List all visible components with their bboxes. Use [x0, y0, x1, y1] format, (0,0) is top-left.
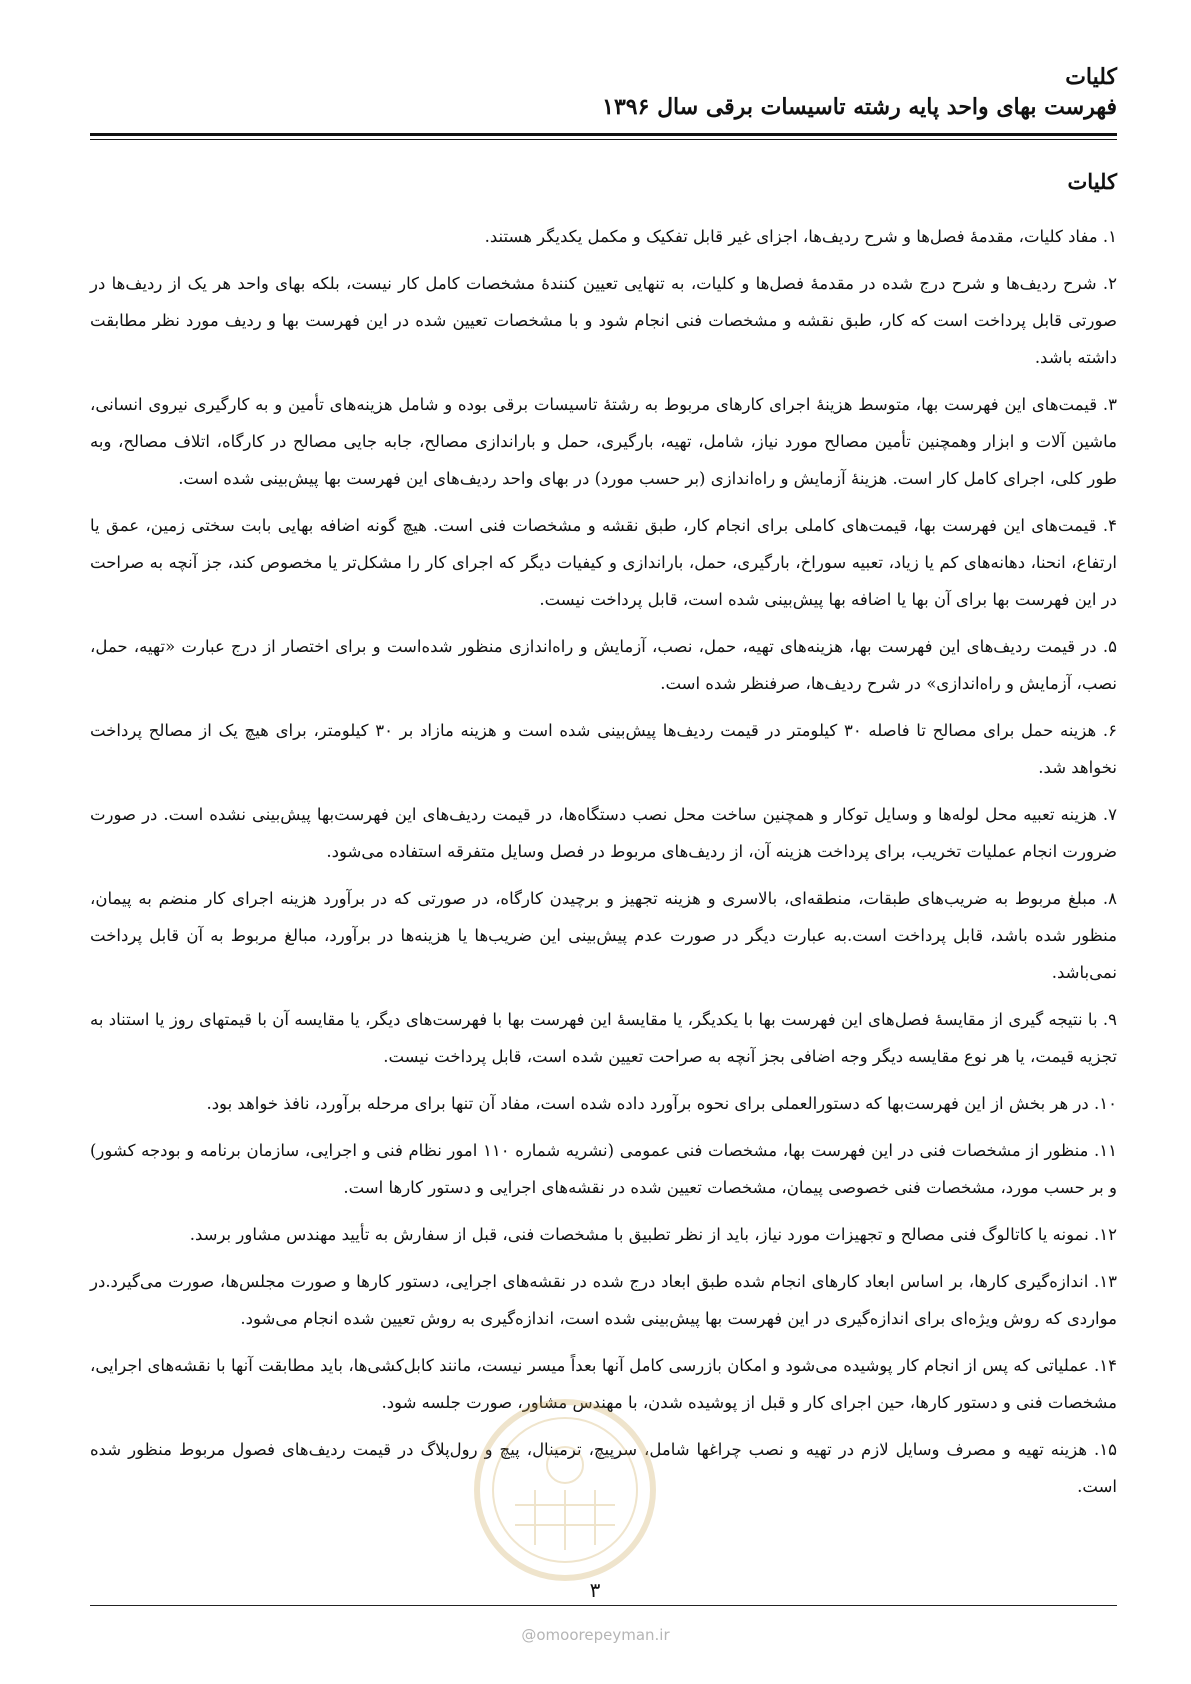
page-number: ۳ — [589, 1578, 601, 1602]
header-title: فهرست بهای واحد پایه رشته تاسیسات برقی سال ۱۳۹۶ — [602, 94, 1117, 120]
paragraph-6: ۶. هزینه حمل برای مصالح تا فاصله ۳۰ کیلومتر در قیمت ردیف‌ها پیش‌بینی شده است و هزینه مازاد بر ۳۰ کیلومتر، برای هیچ یک از مصالح پرداخت نخواهد شد. — [90, 721, 1118, 777]
paragraph-12: ۱۲. نمونه یا کاتالوگ فنی مصالح و تجهیزات مورد نیاز، باید از نظر تطبیق با مشخصات فنی، قبل از سفارش به تأیید مهندس مشاور برسد. — [189, 1225, 1117, 1244]
header-rule-thick — [90, 133, 1117, 136]
paragraph-8: ۸. مبلغ مربوط به ضریب‌های طبقات، منطقه‌ای، بالاسری و هزینه تجهیز و برچیدن کارگاه، در صورتی که در برآورد هزینه اجرای کار منضم به پیمان، منظور شده باشد، قابل پرداخت است.به عبارت دیگر در صورت عدم پیش‌بینی این ضریب‌ها یا هزینه‌ها در برآورد، مبالغ مربوط به آن قابل پرداخت نمی‌باشد. — [90, 889, 1117, 982]
header-chapter: کلیات — [1065, 64, 1117, 90]
paragraph-4: ۴. قیمت‌های این فهرست بها، قیمت‌های کاملی برای انجام کار، طبق نقشه و مشخصات فنی است. هیچ گونه اضافه بهایی بابت سختی زمین، عمق یا ارتفاع، انحنا، دهانه‌های کم یا زیاد، تعبیه سوراخ، بارگیری، حمل، باراندازی و کیفیات دیگر که اجرای کار را مشکل‌تر یا مخصوص کند، جز آنچه به صراحت در این فهرست بها برای آن بها یا اضافه بها پیش‌بینی شده است، قابل پرداخت نیست. — [90, 516, 1117, 609]
paragraph-2: ۲. شرح ردیف‌ها و شرح درج شده در مقدمهٔ فصل‌ها و کلیات، به تنهایی تعیین کنندهٔ مشخصات کامل کار نیست، بلکه بهای واحد هر یک از ردیف‌ها در صورتی قابل پرداخت است که کار، طبق نقشه و مشخصات فنی انجام شود و با مشخصات تعیین شده در این فهرست بها و ردیف مورد نظر مطابقت داشته باشد. — [90, 274, 1117, 367]
paragraph-11: ۱۱. منظور از مشخصات فنی در این فهرست بها، مشخصات فنی عمومی (نشریه شماره ۱۱۰ امور نظام فنی و اجرایی، سازمان برنامه و بودجه کشور) و بر حسب مورد، مشخصات فنی خصوصی پیمان، مشخصات تعیین شده در نقشه‌های اجرایی و دستور کارها است. — [90, 1141, 1117, 1197]
watermark-url: @omoorepeyman.ir — [521, 1626, 670, 1644]
paragraph-1: ۱. مفاد کلیات، مقدمهٔ فصل‌ها و شرح ردیف‌ها، اجزای غیر قابل تفکیک و مکمل یکدیگر هستند. — [484, 227, 1117, 246]
watermark-seal-icon — [470, 1395, 660, 1585]
paragraph-15: ۱۵. هزینه تهیه و مصرف وسایل لازم در تهیه و نصب چراغها شامل، سرپیچ، ترمینال، پیچ و رول‌پلاگ در قیمت ردیف‌های فصول مربوط منظور شده است. — [90, 1440, 1117, 1496]
section-title: کلیات — [1067, 169, 1117, 194]
paragraph-14: ۱۴. عملیاتی که پس از انجام کار پوشیده می‌شود و امکان بازرسی کامل آنها بعداً میسر نیست، مانند کابل‌کشی‌ها، باید مطابقت آنها با نقشه‌های اجرایی، مشخصات فنی و دستور کارها، حین اجرای کار و قبل از پوشیده شدن، با مهندس مشاور، صورت جلسه شود. — [90, 1356, 1117, 1412]
paragraph-5: ۵. در قیمت ردیف‌های این فهرست بها، هزینه‌های تهیه، حمل، نصب، آزمایش و راه‌اندازی منظور شده‌است و برای اختصار از درج عبارت «تهیه، حمل، نصب، آزمایش و راه‌اندازی» در شرح ردیف‌ها، صرفنظر شده است. — [90, 637, 1117, 693]
running-header — [90, 62, 1117, 122]
footer-rule — [90, 1605, 1117, 1606]
paragraph-7: ۷. هزینه تعبیه محل لوله‌ها و وسایل توکار و همچنین ساخت محل نصب دستگاه‌ها، در قیمت ردیف‌های این فهرست‌بها پیش‌بینی نشده است. در صورت ضرورت انجام عملیات تخریب، برای پرداخت هزینه آن، از ردیف‌های مربوط در فصل وسایل متفرقه استفاده می‌شود. — [90, 805, 1117, 861]
paragraph-13: ۱۳. اندازه‌گیری کارها، بر اساس ابعاد کارهای انجام شده طبق ابعاد درج شده در نقشه‌های اجرایی، دستور کارها و صورت مجلس‌ها، صورت می‌گیرد.در مواردی که روش ویژه‌ای برای اندازه‌گیری در این فهرست بها پیش‌بینی شده است، اندازه‌گیری به روش تعیین شده انجام می‌شود. — [90, 1272, 1117, 1328]
header-rule-thin — [90, 139, 1117, 140]
body-content — [90, 218, 1117, 1515]
paragraph-3: ۳. قیمت‌های این فهرست بها، متوسط هزینهٔ اجرای کارهای مربوط به رشتهٔ تاسیسات برقی بوده و شامل هزینه‌های تأمین و به کارگیری نیروی انسانی، ماشین آلات و ابزار وهمچنین تأمین مصالح مورد نیاز، شامل، تهیه، بارگیری، حمل و باراندازی مصالح، جابه جایی مصالح در کارگاه، اتلاف مصالح، وبه طور کلی، اجرای کامل کار است. هزینهٔ آزمایش و راه‌اندازی (بر حسب مورد) در بهای واحد ردیف‌های این فهرست بها پیش‌بینی شده است. — [90, 395, 1117, 488]
paragraph-10: ۱۰. در هر بخش از این فهرست‌بها که دستورالعملی برای نحوه برآورد داده شده است، مفاد آن تنها برای مرحله برآورد، نافذ خواهد بود. — [206, 1094, 1117, 1113]
paragraph-9: ۹. با نتیجه گیری از مقایسهٔ فصل‌های این فهرست بها با یکدیگر، یا مقایسهٔ این فهرست بها با فهرست‌های دیگر، یا مقایسه آن با قیمتهای روز یا استناد به تجزیه قیمت، یا هر نوع مقایسه دیگر وجه اضافی بجز آنچه به صراحت تعیین شده است، قابل پرداخت نیست. — [90, 1010, 1117, 1066]
